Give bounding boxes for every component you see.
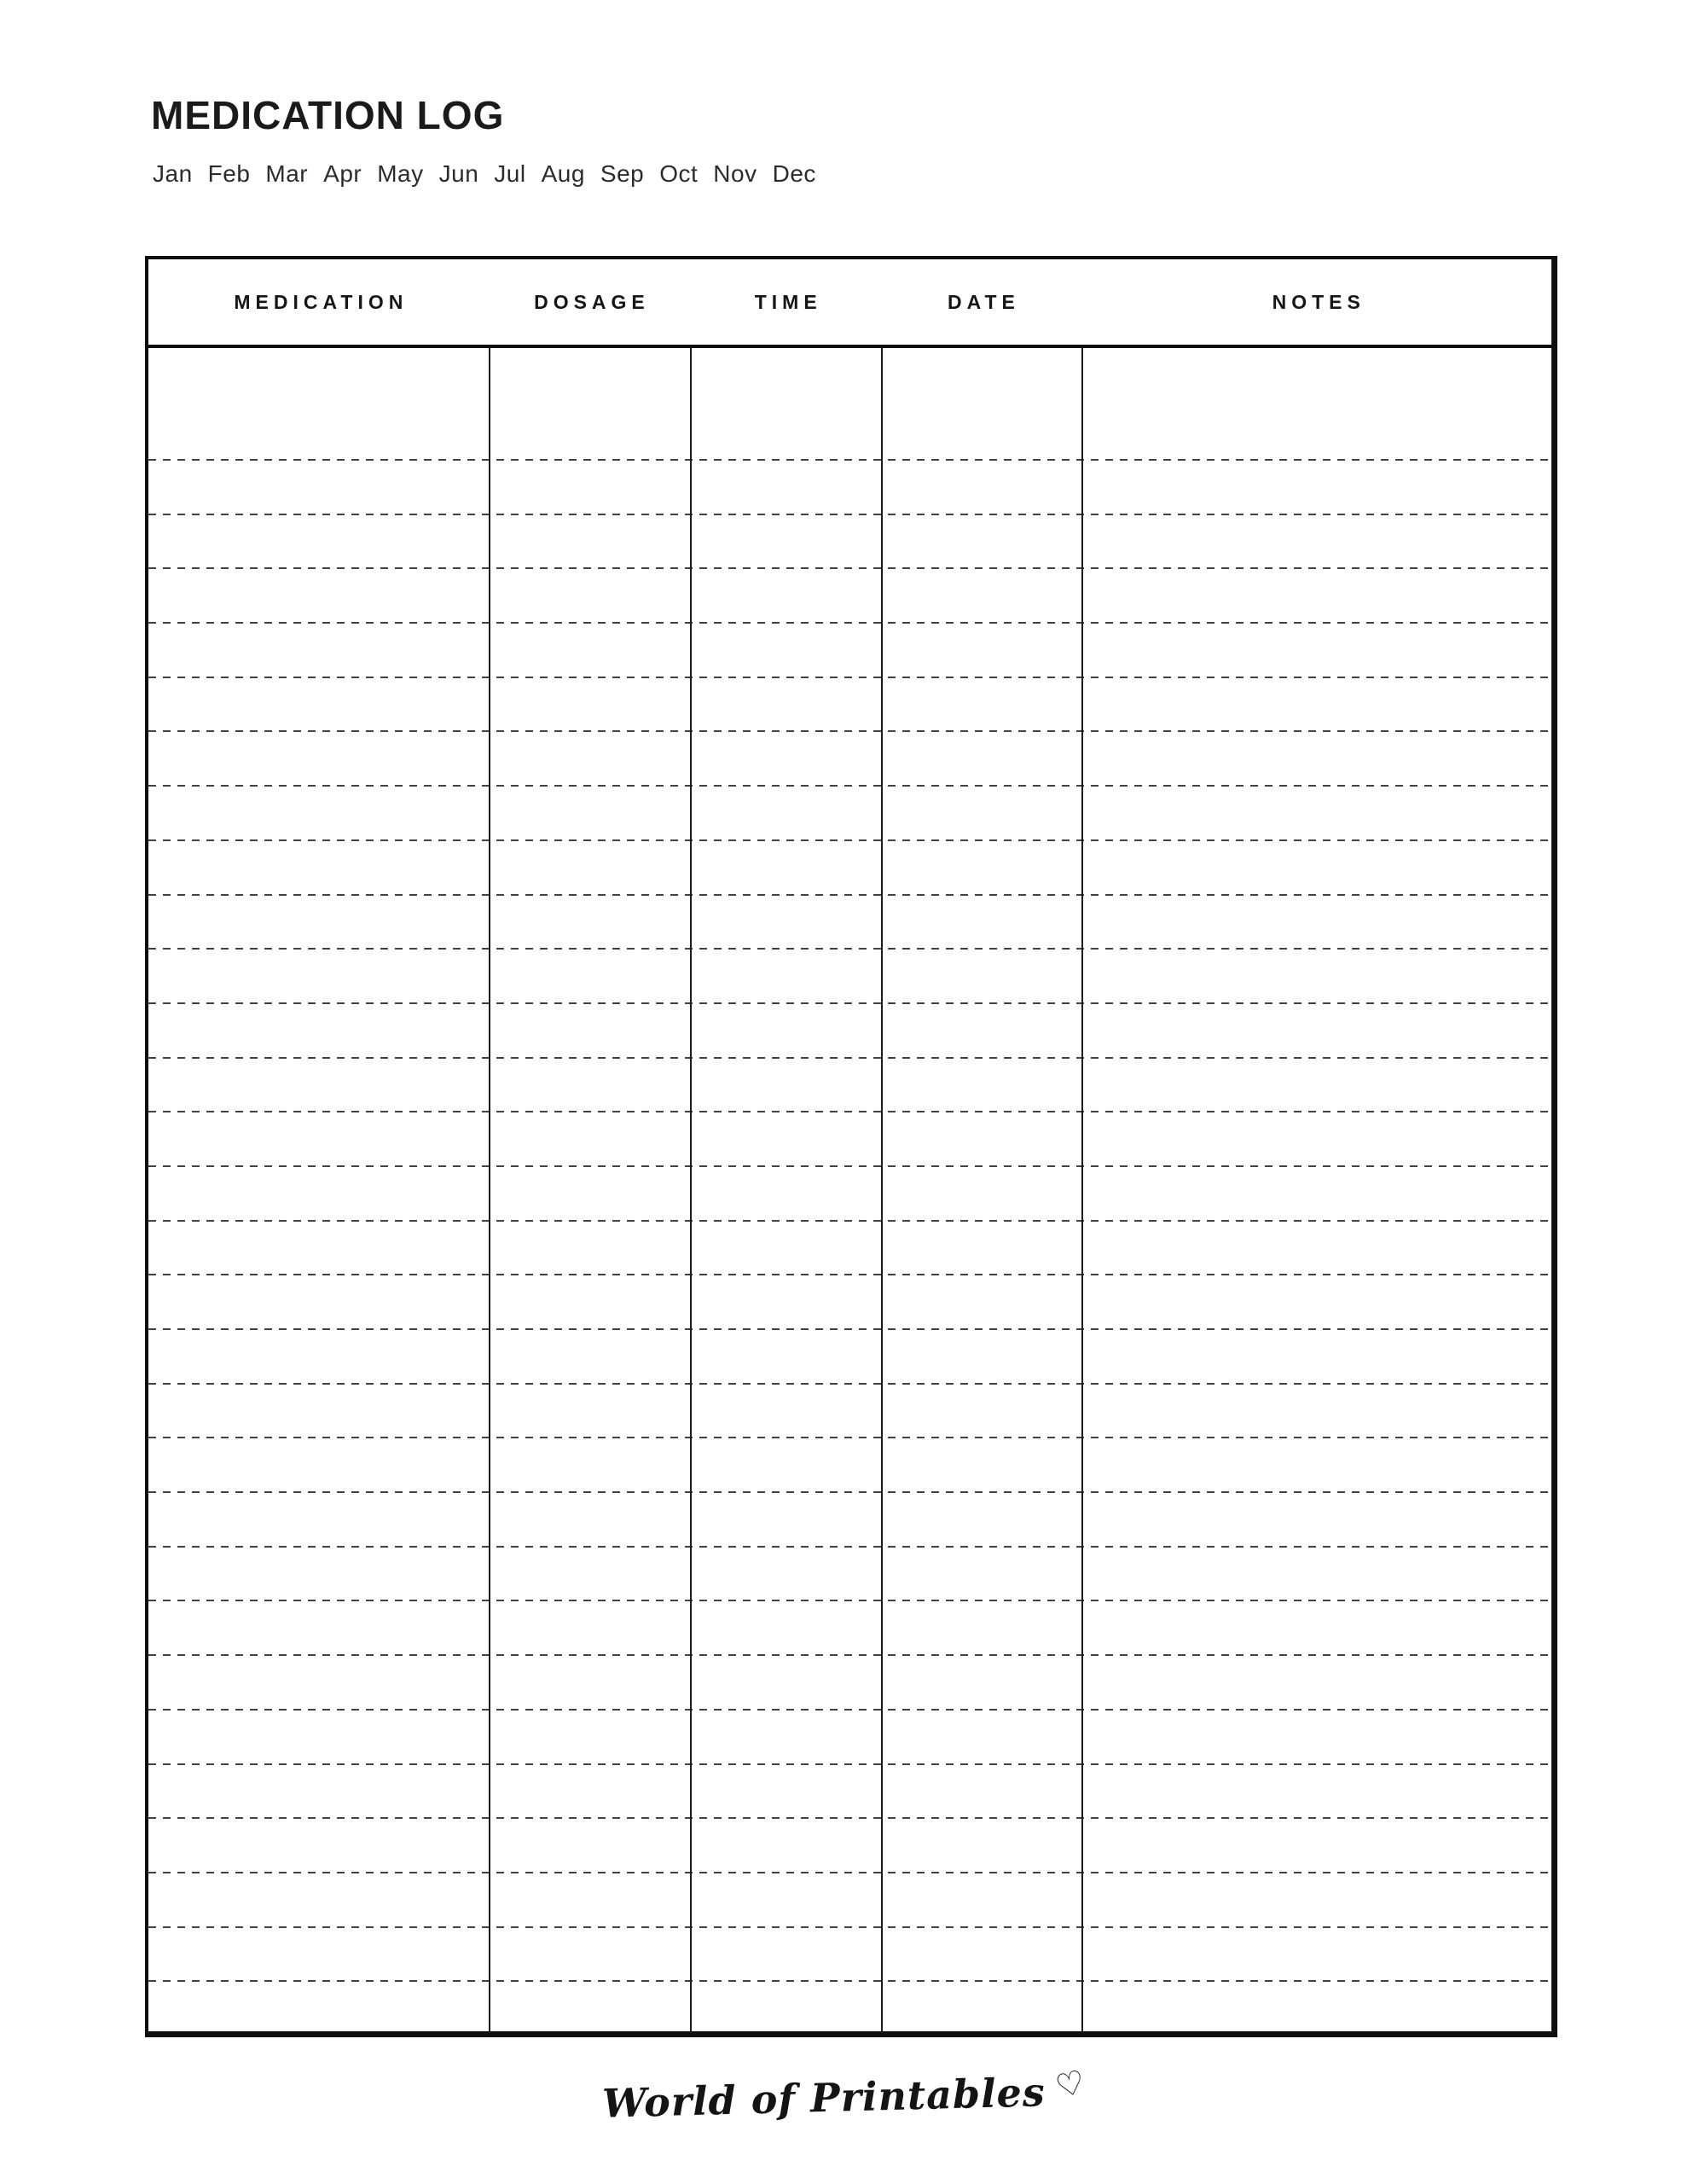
cell-medication bbox=[148, 1600, 489, 1655]
cell-medication bbox=[148, 1384, 489, 1438]
cell-medication bbox=[148, 1818, 489, 1873]
cell-time bbox=[690, 949, 881, 1003]
month-label: Oct bbox=[659, 160, 699, 187]
cell-dosage bbox=[489, 731, 690, 786]
cell-time bbox=[690, 1438, 881, 1492]
cell-medication bbox=[148, 1710, 489, 1764]
cell-notes bbox=[1081, 1600, 1551, 1655]
footer bbox=[0, 2062, 1687, 2127]
column-divider bbox=[690, 348, 692, 2031]
cell-time bbox=[690, 1927, 881, 1982]
cell-dosage bbox=[489, 895, 690, 950]
cell-dosage bbox=[489, 1600, 690, 1655]
table-row bbox=[148, 1873, 1551, 1927]
month-label: Dec bbox=[772, 160, 816, 187]
cell-date bbox=[881, 623, 1081, 677]
cell-medication bbox=[148, 1764, 489, 1819]
cell-medication bbox=[148, 1655, 489, 1710]
cell-medication bbox=[148, 786, 489, 840]
cell-notes bbox=[1081, 786, 1551, 840]
cell-dosage bbox=[489, 514, 690, 569]
cell-time bbox=[690, 1166, 881, 1221]
table-row bbox=[148, 1600, 1551, 1655]
cell-time bbox=[690, 1112, 881, 1166]
cell-medication bbox=[148, 1438, 489, 1492]
cell-time bbox=[690, 1547, 881, 1601]
cell-notes bbox=[1081, 1927, 1551, 1982]
cell-date bbox=[881, 731, 1081, 786]
cell-medication bbox=[148, 623, 489, 677]
cell-dosage bbox=[489, 568, 690, 623]
cell-dosage bbox=[489, 1927, 690, 1982]
cell-medication bbox=[148, 514, 489, 569]
table-row bbox=[148, 1547, 1551, 1601]
cell-notes bbox=[1081, 460, 1551, 514]
column-header-date: DATE bbox=[947, 290, 1020, 313]
table-row bbox=[148, 1981, 1551, 2031]
cell-date bbox=[881, 895, 1081, 950]
cell-time bbox=[690, 786, 881, 840]
cell-date bbox=[881, 1655, 1081, 1710]
cell-dosage bbox=[489, 949, 690, 1003]
month-label: Jan bbox=[153, 160, 193, 187]
cell-medication bbox=[148, 1492, 489, 1547]
cell-notes bbox=[1081, 1384, 1551, 1438]
cell-time bbox=[690, 1275, 881, 1329]
cell-notes bbox=[1081, 731, 1551, 786]
cell-time bbox=[690, 731, 881, 786]
table-row bbox=[148, 1818, 1551, 1873]
cell-dosage bbox=[489, 1710, 690, 1764]
cell-notes bbox=[1081, 840, 1551, 895]
cell-date bbox=[881, 1818, 1081, 1873]
month-label: Aug bbox=[541, 160, 585, 187]
table-row bbox=[148, 895, 1551, 950]
cell-dosage bbox=[489, 840, 690, 895]
cell-date bbox=[881, 568, 1081, 623]
table-row bbox=[148, 786, 1551, 840]
cell-date bbox=[881, 949, 1081, 1003]
table-row bbox=[148, 623, 1551, 677]
cell-date bbox=[881, 1275, 1081, 1329]
month-label: Jun bbox=[438, 160, 479, 187]
table-row bbox=[148, 1384, 1551, 1438]
month-label: Nov bbox=[713, 160, 757, 187]
table-row bbox=[148, 1058, 1551, 1112]
month-label: May bbox=[377, 160, 424, 187]
cell-date bbox=[881, 1112, 1081, 1166]
cell-date bbox=[881, 1384, 1081, 1438]
cell-dosage bbox=[489, 1384, 690, 1438]
cell-medication bbox=[148, 949, 489, 1003]
cell-notes bbox=[1081, 623, 1551, 677]
cell-notes bbox=[1081, 1818, 1551, 1873]
table-row bbox=[148, 1710, 1551, 1764]
cell-notes bbox=[1081, 568, 1551, 623]
cell-dosage bbox=[489, 1547, 690, 1601]
cell-notes bbox=[1081, 1166, 1551, 1221]
cell-time bbox=[690, 514, 881, 569]
table-body bbox=[148, 348, 1551, 2031]
cell-notes bbox=[1081, 1655, 1551, 1710]
cell-medication bbox=[148, 1166, 489, 1221]
cell-time bbox=[690, 1600, 881, 1655]
cell-notes bbox=[1081, 1003, 1551, 1058]
cell-dosage bbox=[489, 1818, 690, 1873]
table-row bbox=[148, 840, 1551, 895]
cell-date bbox=[881, 1547, 1081, 1601]
cell-time bbox=[690, 1058, 881, 1112]
cell-medication bbox=[148, 1981, 489, 2031]
cell-dosage bbox=[489, 1873, 690, 1927]
cell-time bbox=[690, 1764, 881, 1819]
cell-dosage bbox=[489, 623, 690, 677]
cell-notes bbox=[1081, 514, 1551, 569]
column-header-medication: MEDICATION bbox=[234, 290, 409, 313]
month-label: Apr bbox=[323, 160, 362, 187]
cell-time bbox=[690, 1873, 881, 1927]
cell-time bbox=[690, 568, 881, 623]
column-divider bbox=[489, 348, 490, 2031]
cell-dosage bbox=[489, 1981, 690, 2031]
cell-date bbox=[881, 786, 1081, 840]
cell-time bbox=[690, 1329, 881, 1384]
cell-time bbox=[690, 460, 881, 514]
cell-medication bbox=[148, 677, 489, 732]
cell-date bbox=[881, 1492, 1081, 1547]
month-label: Feb bbox=[207, 160, 251, 187]
cell-time bbox=[690, 1221, 881, 1275]
cell-notes bbox=[1081, 895, 1551, 950]
cell-time bbox=[690, 1818, 881, 1873]
cell-date bbox=[881, 1166, 1081, 1221]
cell-notes bbox=[1081, 1981, 1551, 2031]
cell-date bbox=[881, 514, 1081, 569]
cell-date bbox=[881, 1981, 1081, 2031]
cell-time bbox=[690, 1003, 881, 1058]
cell-time bbox=[690, 623, 881, 677]
table-row bbox=[148, 731, 1551, 786]
cell-time bbox=[690, 840, 881, 895]
cell-notes bbox=[1081, 1112, 1551, 1166]
cell-notes bbox=[1081, 1438, 1551, 1492]
cell-time bbox=[690, 1710, 881, 1764]
cell-date bbox=[881, 1764, 1081, 1819]
cell-medication bbox=[148, 348, 489, 460]
cell-dosage bbox=[489, 1112, 690, 1166]
cell-notes bbox=[1081, 1275, 1551, 1329]
column-divider bbox=[881, 348, 883, 2031]
brand-logo-text: World of Printables bbox=[601, 2069, 1046, 2127]
cell-date bbox=[881, 1710, 1081, 1764]
cell-dosage bbox=[489, 460, 690, 514]
cell-medication bbox=[148, 1275, 489, 1329]
cell-notes bbox=[1081, 1873, 1551, 1927]
column-header-time: TIME bbox=[754, 290, 822, 313]
column-header-dosage: DOSAGE bbox=[534, 290, 650, 313]
cell-medication bbox=[148, 731, 489, 786]
table-row bbox=[148, 1275, 1551, 1329]
month-label: Sep bbox=[600, 160, 645, 187]
cell-medication bbox=[148, 1547, 489, 1601]
cell-date bbox=[881, 1221, 1081, 1275]
table-row bbox=[148, 1927, 1551, 1982]
table-row bbox=[148, 1112, 1551, 1166]
cell-date bbox=[881, 1058, 1081, 1112]
table-row bbox=[148, 1655, 1551, 1710]
table-row bbox=[148, 949, 1551, 1003]
cell-time bbox=[690, 1981, 881, 2031]
table-row bbox=[148, 1764, 1551, 1819]
cell-notes bbox=[1081, 1710, 1551, 1764]
cell-dosage bbox=[489, 1166, 690, 1221]
cell-time bbox=[690, 1492, 881, 1547]
cell-dosage bbox=[489, 786, 690, 840]
cell-date bbox=[881, 840, 1081, 895]
cell-date bbox=[881, 1600, 1081, 1655]
cell-date bbox=[881, 1438, 1081, 1492]
cell-dosage bbox=[489, 1438, 690, 1492]
cell-time bbox=[690, 895, 881, 950]
table-header-row bbox=[148, 259, 1551, 348]
table-row bbox=[148, 348, 1551, 460]
cell-dosage bbox=[489, 1275, 690, 1329]
cell-time bbox=[690, 1655, 881, 1710]
cell-dosage bbox=[489, 1003, 690, 1058]
table-row bbox=[148, 460, 1551, 514]
cell-time bbox=[690, 1384, 881, 1438]
table-row bbox=[148, 1329, 1551, 1384]
cell-medication bbox=[148, 1873, 489, 1927]
cell-medication bbox=[148, 568, 489, 623]
cell-notes bbox=[1081, 1764, 1551, 1819]
table-row bbox=[148, 1003, 1551, 1058]
month-label: Jul bbox=[494, 160, 526, 187]
heart-icon: ♡ bbox=[1051, 2062, 1089, 2106]
month-list bbox=[153, 160, 816, 188]
table-row bbox=[148, 1492, 1551, 1547]
cell-medication bbox=[148, 1058, 489, 1112]
cell-notes bbox=[1081, 348, 1551, 460]
cell-dosage bbox=[489, 1492, 690, 1547]
cell-date bbox=[881, 1927, 1081, 1982]
page-title: MEDICATION LOG bbox=[151, 93, 505, 137]
cell-medication bbox=[148, 1003, 489, 1058]
cell-dosage bbox=[489, 1655, 690, 1710]
table-row bbox=[148, 1166, 1551, 1221]
medication-log-table bbox=[145, 256, 1557, 2037]
cell-time bbox=[690, 348, 881, 460]
cell-date bbox=[881, 677, 1081, 732]
cell-dosage bbox=[489, 1764, 690, 1819]
cell-date bbox=[881, 348, 1081, 460]
cell-notes bbox=[1081, 1547, 1551, 1601]
cell-notes bbox=[1081, 677, 1551, 732]
cell-medication bbox=[148, 895, 489, 950]
table-row bbox=[148, 1221, 1551, 1275]
cell-date bbox=[881, 1003, 1081, 1058]
cell-medication bbox=[148, 1112, 489, 1166]
table-row bbox=[148, 677, 1551, 732]
cell-date bbox=[881, 460, 1081, 514]
column-header-notes: NOTES bbox=[1272, 290, 1365, 313]
cell-notes bbox=[1081, 1221, 1551, 1275]
table-row bbox=[148, 568, 1551, 623]
cell-notes bbox=[1081, 1058, 1551, 1112]
cell-dosage bbox=[489, 1329, 690, 1384]
cell-date bbox=[881, 1873, 1081, 1927]
table-row bbox=[148, 514, 1551, 569]
table-row bbox=[148, 1438, 1551, 1492]
cell-notes bbox=[1081, 1492, 1551, 1547]
cell-time bbox=[690, 677, 881, 732]
cell-notes bbox=[1081, 1329, 1551, 1384]
cell-medication bbox=[148, 1927, 489, 1982]
cell-medication bbox=[148, 460, 489, 514]
cell-medication bbox=[148, 1221, 489, 1275]
cell-date bbox=[881, 1329, 1081, 1384]
cell-notes bbox=[1081, 949, 1551, 1003]
cell-dosage bbox=[489, 677, 690, 732]
cell-dosage bbox=[489, 1221, 690, 1275]
cell-medication bbox=[148, 1329, 489, 1384]
cell-dosage bbox=[489, 1058, 690, 1112]
cell-medication bbox=[148, 840, 489, 895]
cell-dosage bbox=[489, 348, 690, 460]
column-divider bbox=[1081, 348, 1083, 2031]
month-label: Mar bbox=[265, 160, 309, 187]
